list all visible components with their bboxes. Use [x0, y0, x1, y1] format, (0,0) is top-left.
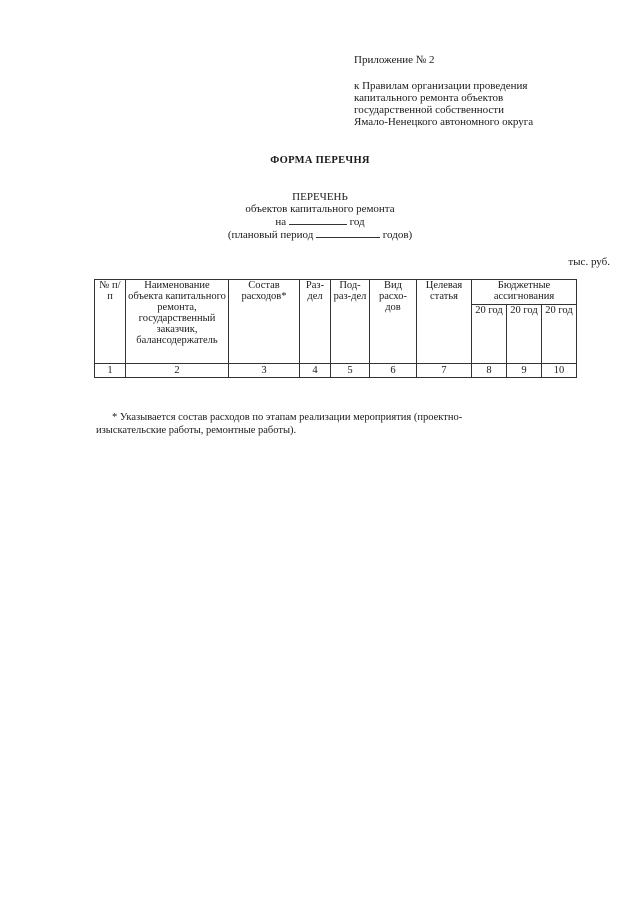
year-line: [0, 215, 640, 228]
year-suffix: год: [349, 216, 365, 228]
header-year-1: 20 год: [472, 305, 507, 364]
period-suffix: годов): [382, 229, 413, 241]
header-budget-allocations: Бюджетные ассигнования: [472, 280, 577, 305]
footnote-line-1: * Указывается состав расходов по этапам реализации мероприятия (проектно-: [112, 412, 463, 423]
column-number: 6: [370, 364, 417, 378]
footnote-line-2: изыскательские работы, ремонтные работы).: [96, 425, 297, 436]
year-blank: [289, 215, 347, 225]
appendix-title: Приложение № 2: [354, 54, 435, 66]
table-header-row: [95, 280, 577, 305]
form-title: ФОРМА ПЕРЕЧНЯ: [270, 155, 370, 166]
column-number: 2: [126, 364, 229, 378]
appendix-line: капитального ремонта объектов: [354, 92, 504, 104]
column-number: 9: [507, 364, 542, 378]
appendix-line: Ямало-Ненецкого автономного округа: [354, 116, 534, 128]
header-expense-type: Вид расхо-дов: [370, 280, 417, 364]
column-number: 8: [472, 364, 507, 378]
list-header: [0, 191, 640, 241]
appendix-line: государственной собственности: [354, 104, 504, 116]
column-number: 7: [417, 364, 472, 378]
column-number-row: [95, 364, 577, 378]
period-blank: [316, 228, 380, 238]
units-label: тыс. руб.: [568, 256, 610, 268]
column-number: 10: [542, 364, 577, 378]
header-section: Раз-дел: [300, 280, 331, 364]
period-line: [0, 228, 640, 241]
header-subsection: Под-раз-дел: [331, 280, 370, 364]
header-year-2: 20 год: [507, 305, 542, 364]
list-title: ПЕРЕЧЕНЬ: [292, 191, 348, 203]
column-number: 3: [229, 364, 300, 378]
column-number: 5: [331, 364, 370, 378]
period-prefix: (плановый период: [227, 229, 314, 241]
appendix-line: к Правилам организации проведения: [354, 80, 528, 92]
header-year-3: 20 год: [542, 305, 577, 364]
list-subtitle: объектов капитального ремонта: [245, 203, 395, 215]
header-target-article: Целевая статья: [417, 280, 472, 364]
column-number: 4: [300, 364, 331, 378]
year-prefix: на: [275, 216, 287, 228]
header-number: № п/п: [95, 280, 126, 364]
objects-table: [94, 279, 577, 378]
header-expense-composition: Состав расходов*: [229, 280, 300, 364]
appendix-block: [354, 54, 533, 128]
header-object-name: Наименование объекта капитального ремонта, государственный заказчик, балансодержатель: [126, 280, 229, 364]
column-number: 1: [95, 364, 126, 378]
